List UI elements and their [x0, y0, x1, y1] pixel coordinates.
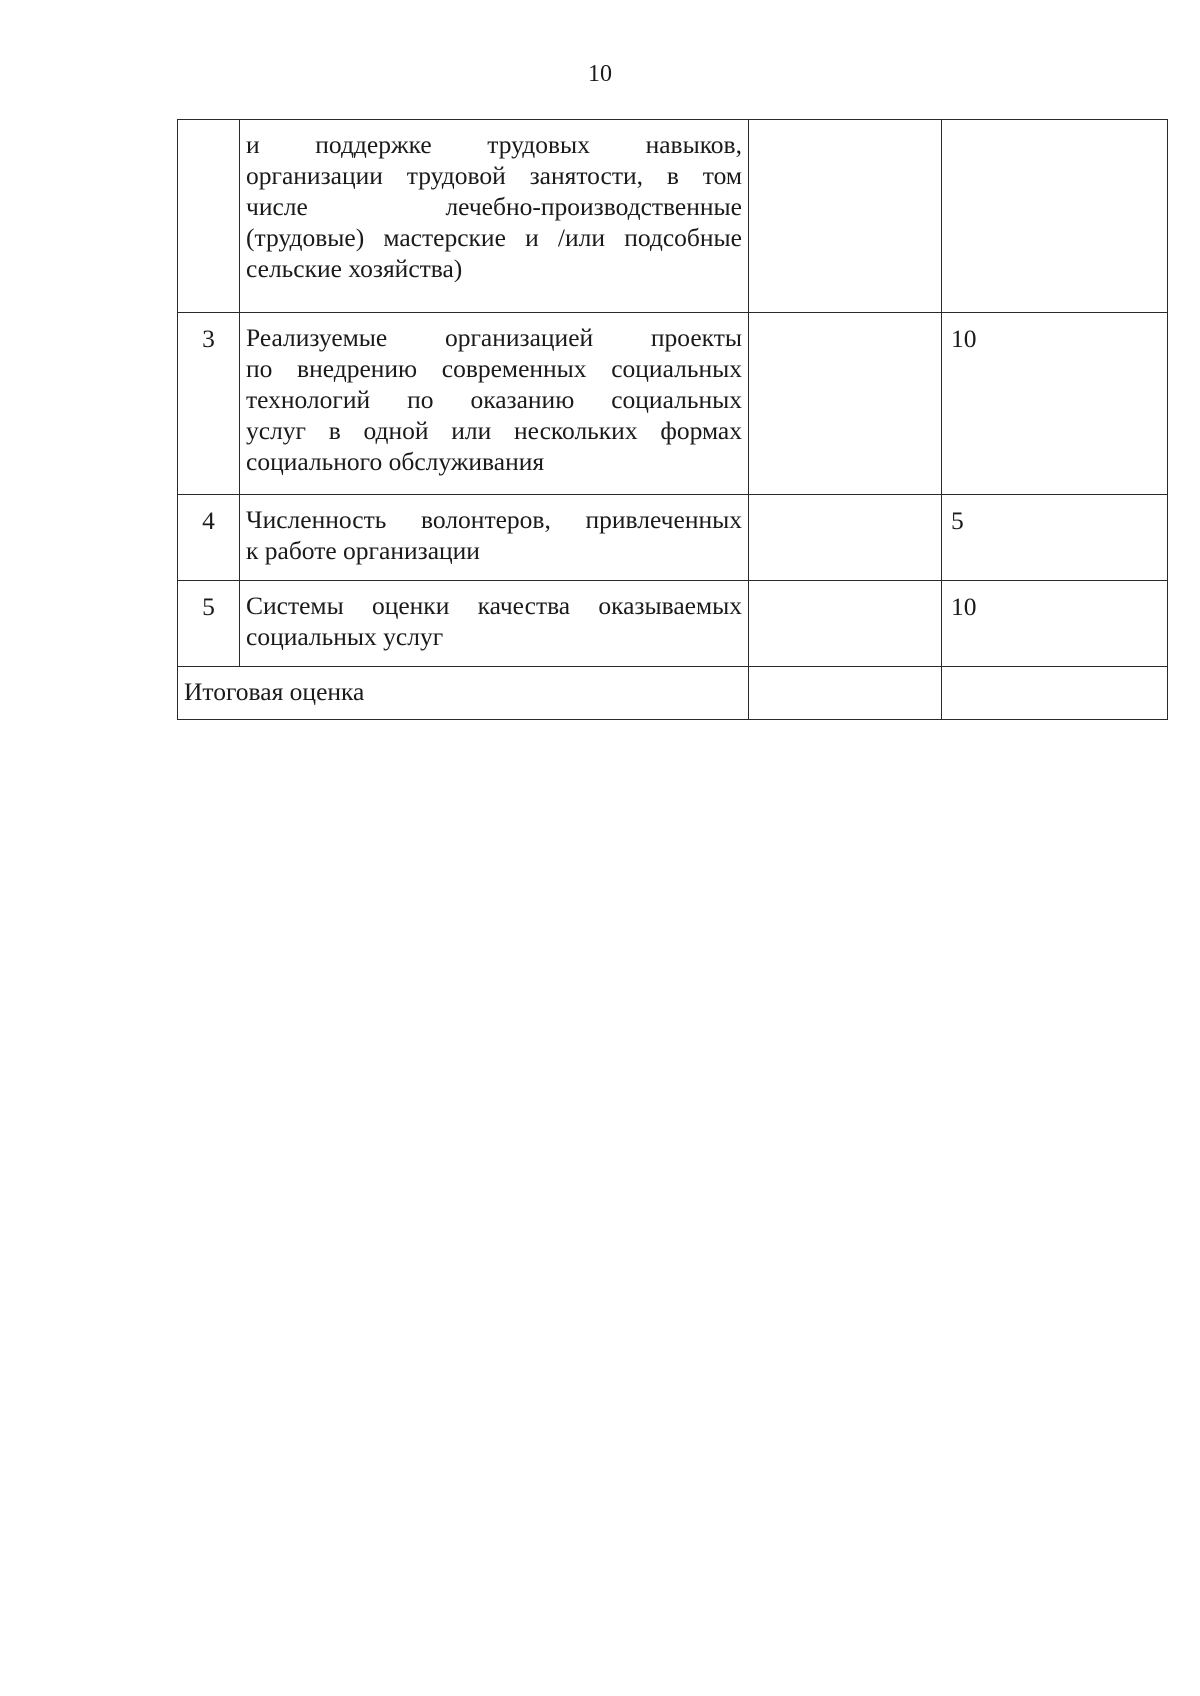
page-number: 10 [588, 61, 612, 87]
criterion-word: в [328, 416, 341, 445]
criterion-line: социального обслуживания [246, 447, 545, 476]
criterion-word: формах [660, 416, 742, 445]
criterion-word: мастерские [383, 223, 506, 252]
row-number: 5 [178, 581, 240, 667]
criterion-line [246, 353, 742, 384]
criterion-text [240, 120, 749, 313]
criterion-word: Реализуемые [246, 323, 388, 352]
score-cell [749, 495, 942, 581]
score-cell [749, 120, 942, 313]
total-row [178, 667, 1168, 720]
total-label: Итоговая оценка [178, 667, 749, 720]
criterion-line: к работе организации [246, 536, 480, 565]
criterion-word: Численность [246, 505, 387, 534]
row-number: 3 [178, 313, 240, 495]
criterion-word: проекты [650, 323, 742, 352]
criterion-word: по [246, 354, 273, 383]
criterion-line [246, 504, 742, 535]
table-row [178, 495, 1168, 581]
criterion-word: лечебно-производственные [445, 192, 742, 221]
row-number: 4 [178, 495, 240, 581]
score-cell [749, 313, 942, 495]
row-number [178, 120, 240, 313]
criterion-word: технологий [246, 385, 371, 414]
criterion-line [246, 415, 742, 446]
criterion-word: оказанию [470, 385, 575, 414]
criterion-word: организации [246, 161, 383, 190]
criterion-word: по [407, 385, 434, 414]
criterion-word: оценки [371, 591, 450, 620]
criterion-word: качества [477, 591, 571, 620]
criterion-word: поддержке [315, 130, 432, 159]
criterion-word: внедрению [297, 354, 418, 383]
table-row [178, 313, 1168, 495]
criterion-text [240, 495, 749, 581]
max-score-cell: 5 [942, 495, 1168, 581]
criterion-word: (трудовые) [246, 223, 365, 252]
criteria-table [177, 119, 1168, 720]
criterion-line: социальных услуг [246, 622, 444, 651]
criterion-word: в [666, 161, 679, 190]
criterion-line [246, 590, 742, 621]
criterion-word: и [246, 130, 260, 159]
criterion-word: трудовой [406, 161, 506, 190]
criterion-word: привлеченных [585, 505, 742, 534]
criterion-word: волонтеров, [421, 505, 551, 534]
criterion-line [246, 191, 742, 222]
criterion-text [240, 313, 749, 495]
score-cell [749, 581, 942, 667]
criterion-word: занятости, [529, 161, 644, 190]
criterion-word: социальных [611, 385, 742, 414]
criterion-word: одной [363, 416, 429, 445]
table-row [178, 120, 1168, 313]
total-max-cell [942, 667, 1168, 720]
criterion-word: услуг [246, 416, 307, 445]
criterion-word: /или [557, 223, 606, 252]
criterion-line: сельские хозяйства) [246, 254, 463, 283]
criterion-word: Системы [246, 591, 344, 620]
criterion-line [246, 129, 742, 160]
criterion-word: организацией [444, 323, 594, 352]
criterion-word: и [525, 223, 539, 252]
criterion-word: оказываемых [598, 591, 742, 620]
criterion-word: трудовых [487, 130, 590, 159]
criterion-word: социальных [611, 354, 742, 383]
criterion-line [246, 222, 742, 253]
table-row [178, 581, 1168, 667]
criterion-word: навыков, [645, 130, 742, 159]
criterion-word: или [451, 416, 492, 445]
criterion-text [240, 581, 749, 667]
max-score-cell [942, 120, 1168, 313]
criterion-line [246, 322, 742, 353]
criterion-word: современных [441, 354, 587, 383]
criterion-line [246, 160, 742, 191]
max-score-cell: 10 [942, 581, 1168, 667]
criterion-line [246, 384, 742, 415]
max-score-cell: 10 [942, 313, 1168, 495]
criterion-word: том [702, 161, 742, 190]
total-score-cell [749, 667, 942, 720]
criterion-word: подсобные [624, 223, 742, 252]
criterion-word: нескольких [514, 416, 638, 445]
criterion-word: числе [246, 192, 308, 221]
